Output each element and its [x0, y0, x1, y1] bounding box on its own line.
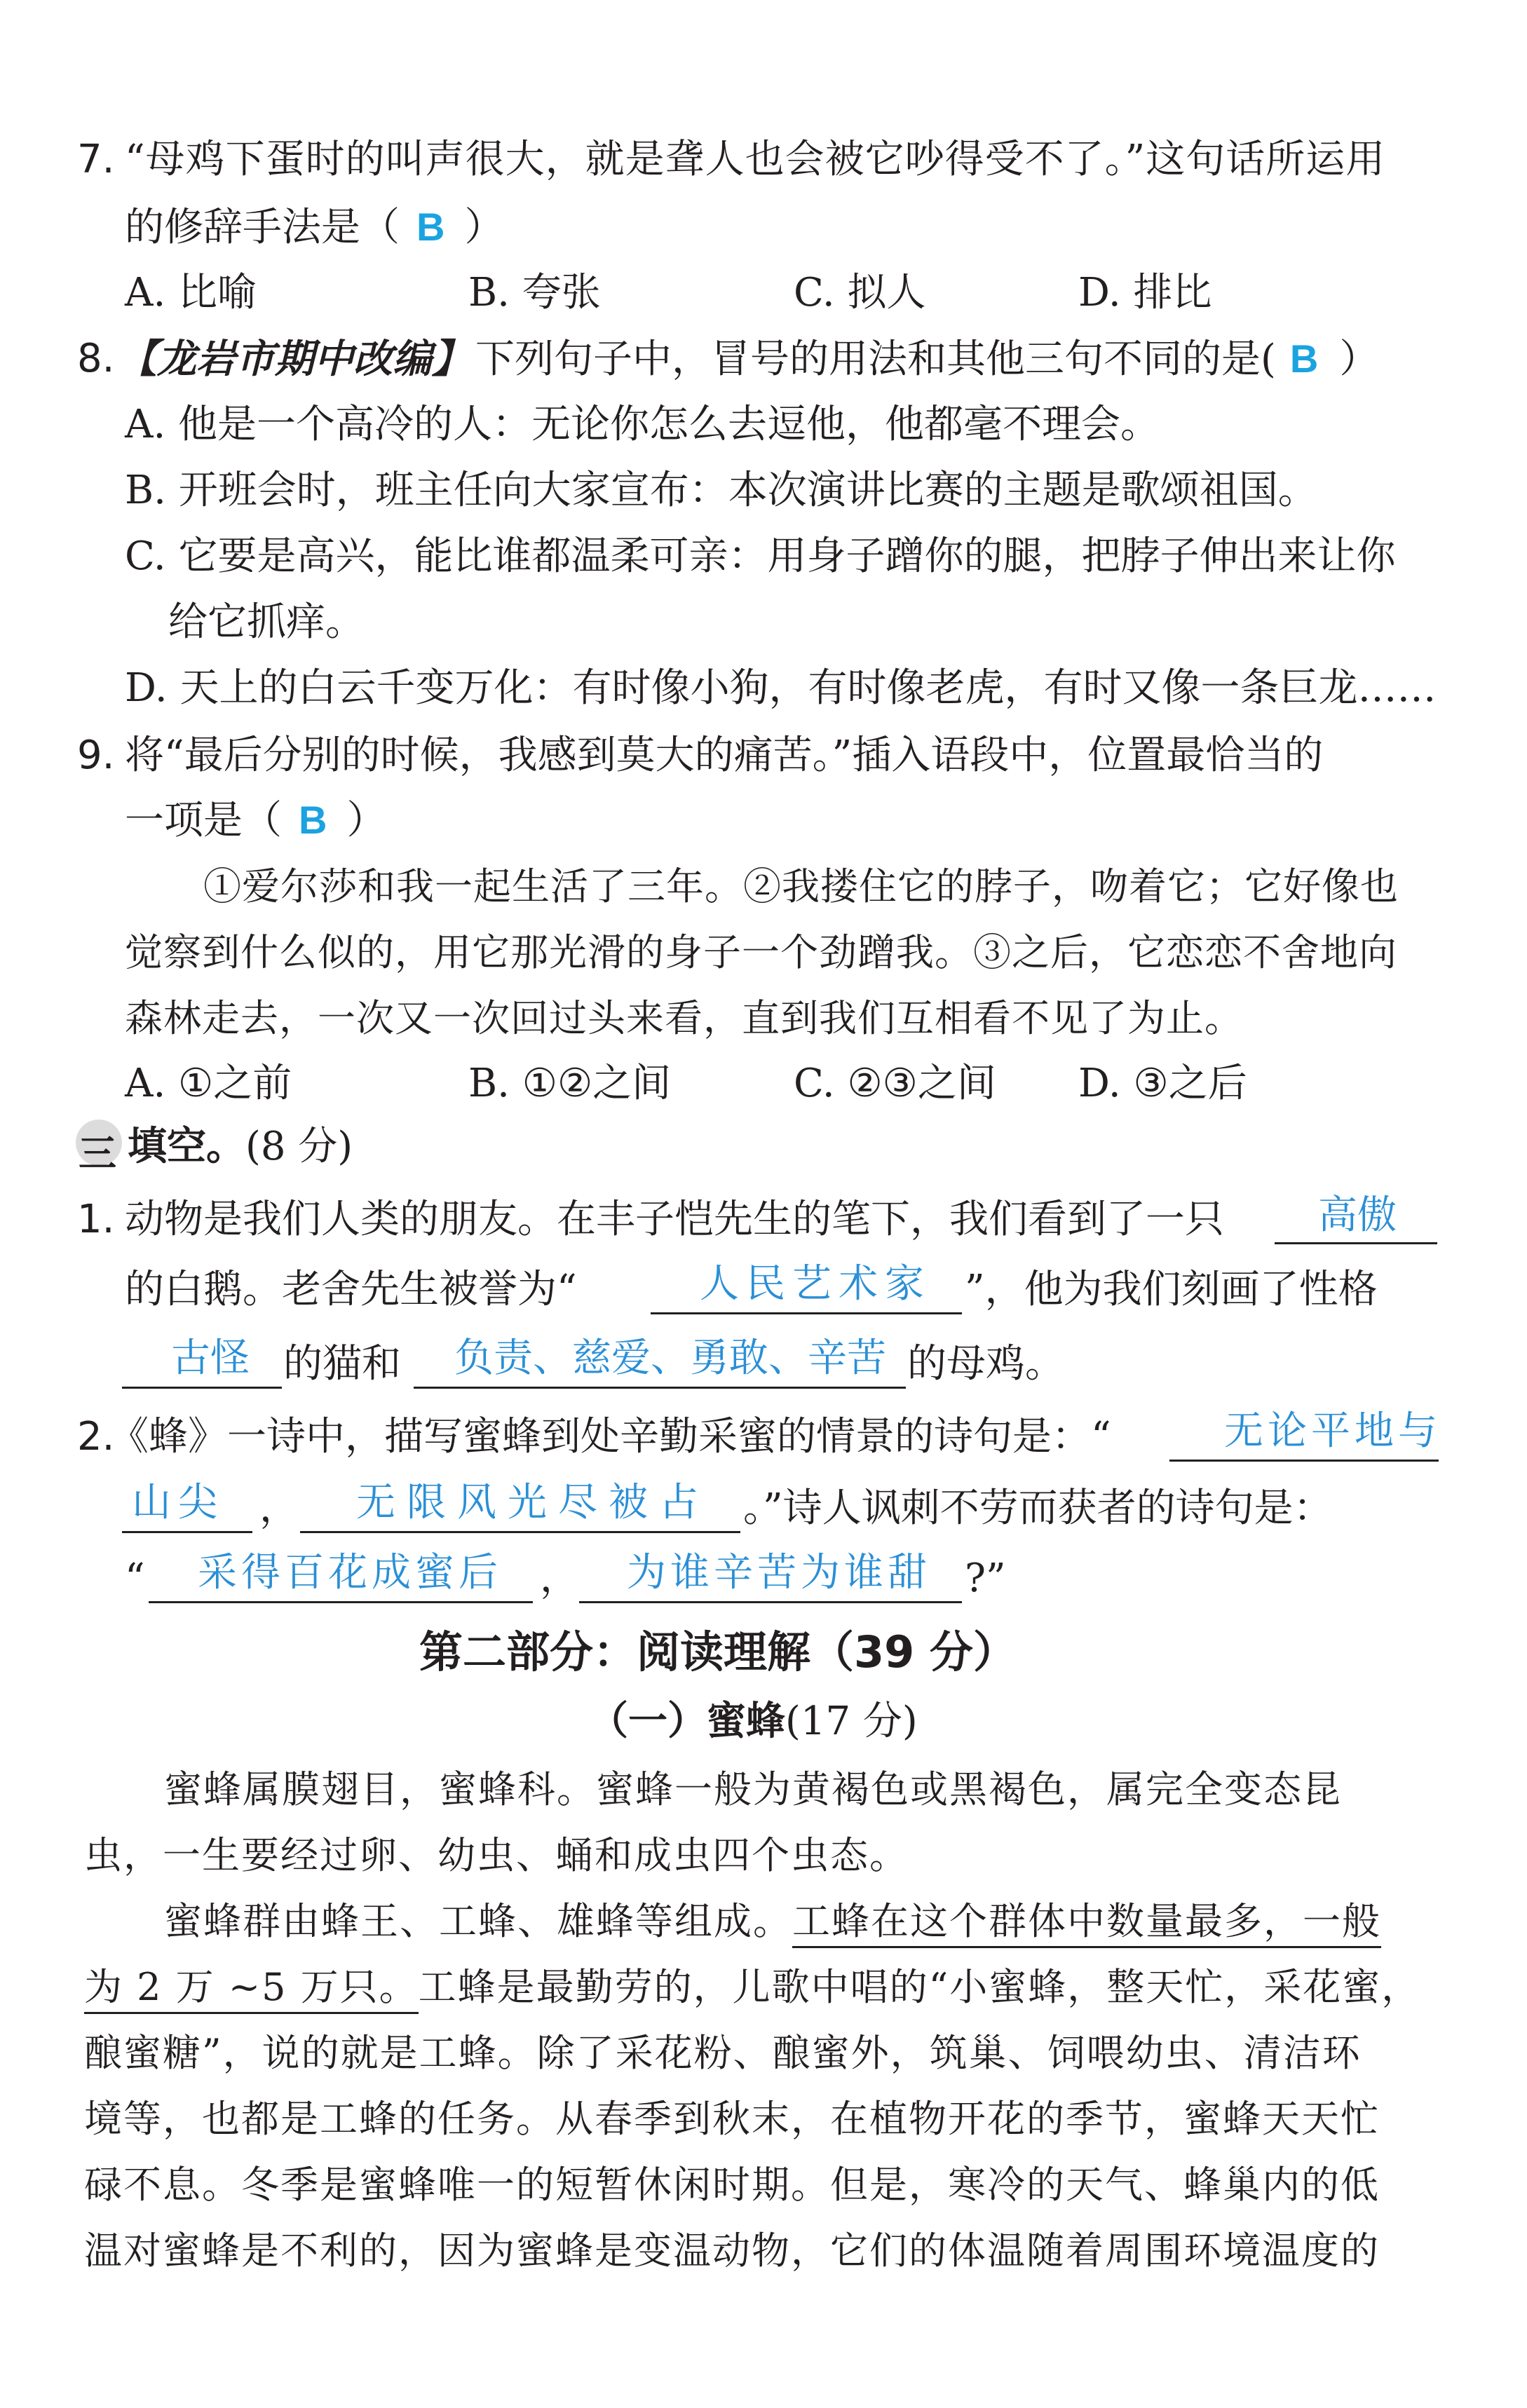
q9-stem-line2: 一项是（ B ）: [125, 798, 386, 843]
fill2-line1: 《蜂》一诗中，描写蜜蜂到处辛勤采蜜的情景的诗句是：“: [109, 1414, 1111, 1460]
reading-p1-line1: 蜜蜂属膜翅目，蜜蜂科。蜜蜂一般为黄褐色或黑褐色，属完全变态昆: [164, 1767, 1342, 1811]
fill1-blank4: [414, 1387, 906, 1389]
q8-number: 8.: [77, 336, 115, 381]
fill1-answer4: 负责、慈爱、勇敢、辛苦: [454, 1335, 886, 1381]
fill1-line3a: 的猫和: [283, 1341, 401, 1387]
fill2-open-quote: “: [125, 1556, 145, 1601]
fill2-blank4: [579, 1601, 962, 1603]
q9-option-b: B. ①②之间: [468, 1061, 672, 1106]
fill2-answer4: 为谁辛苦为谁甜: [627, 1550, 931, 1596]
reading-p2-line6: 温对蜜蜂是不利的，因为蜜蜂是变温动物，它们的体温随着周围环境温度的: [84, 2229, 1380, 2273]
fill2-blank1: [1169, 1460, 1439, 1462]
q7-option-b: B. 夸张: [468, 270, 601, 315]
reading-p2-line5: 碌不息。冬季是蜜蜂唯一的短暂休闲时期。但是，寒冷的天气、蜂巢内的低: [84, 2163, 1380, 2207]
fill1-answer1: 高傲: [1318, 1192, 1397, 1238]
q9-number: 9.: [77, 733, 115, 778]
fill2-comma1: ，: [259, 1485, 299, 1531]
fill2-end: ?”: [965, 1556, 1006, 1601]
fill2-line2b: 。”诗人讽刺不劳而获者的诗句是：: [743, 1485, 1333, 1531]
q9-passage-line1: ①爱尔莎和我一起生活了三年。②我搂住它的脖子，吻着它；它好像也: [203, 864, 1399, 909]
q7-option-a: A. 比喻: [125, 270, 257, 315]
q8-source: 【龙岩市期中改编】: [118, 336, 471, 382]
q8-stem: 下列句子中，冒号的用法和其他三句不同的是( B ）: [475, 336, 1379, 382]
fill2-blank3: [149, 1601, 533, 1603]
q8-answer: B: [1289, 336, 1319, 381]
fill2-blank2: [300, 1531, 740, 1533]
q8-option-c-cont: 给它抓痒。: [168, 599, 365, 645]
fill2-comma2: ，: [540, 1556, 579, 1601]
fill1-blank1: [1275, 1242, 1437, 1244]
q7-option-c: C. 拟人: [794, 270, 926, 315]
fill2-answer2: 无限风光尽被占: [356, 1480, 710, 1525]
q9-option-c: C. ②③之间: [794, 1061, 996, 1106]
q7-stem-line2: 的修辞手法是（ B ）: [125, 205, 504, 250]
fill1-number: 1.: [77, 1197, 115, 1242]
q7-option-d: D. 排比: [1078, 270, 1212, 315]
q9-answer: B: [299, 798, 327, 842]
fill1-line2b: ”，他为我们刻画了性格: [965, 1267, 1378, 1312]
part2-title: 第二部分：阅读理解（39 分）: [419, 1626, 1017, 1678]
underlined-sentence-cont: 为 2 万 ~5 万只。: [84, 1965, 419, 2014]
fill2-answer3: 采得百花成蜜后: [198, 1550, 502, 1596]
fill1-answer2: 人民艺术家: [700, 1261, 931, 1307]
fill2-answer1a: 无论平地与: [1224, 1408, 1441, 1454]
q8-option-b: B. 开班会时，班主任向大家宣布：本次演讲比赛的主题是歌颂祖国。: [125, 468, 1317, 513]
q7-stem: “母鸡下蛋时的叫声很大，就是聋人也会被它吵得受不了。”这句话所运用: [125, 137, 1386, 182]
fill2-number: 2.: [77, 1414, 115, 1460]
reading-p2-line4: 境等，也都是工蜂的任务。从春季到秋末，在植物开花的季节，蜜蜂天天忙: [84, 2097, 1380, 2141]
q9-stem: 将“最后分别的时候，我感到莫大的痛苦。”插入语段中，位置最恰当的: [125, 733, 1324, 778]
q9-passage-line3: 森林走去，一次又一次回过头来看，直到我们互相看不见了为止。: [125, 996, 1243, 1040]
section-three-icon: 三: [76, 1120, 122, 1166]
q9-passage-line2: 觉察到什么似的，用它那光滑的身子一个劲蹭我。③之后，它恋恋不舍地向: [125, 930, 1397, 974]
underlined-sentence: 工蜂在这个群体中数量最多，一般: [792, 1899, 1381, 1948]
fill1-blank2: [651, 1312, 962, 1314]
q8-option-a: A. 他是一个高冷的人：无论你怎么去逗他，他都毫不理会。: [125, 402, 1160, 447]
fill1-line1: 动物是我们人类的朋友。在丰子恺先生的笔下，我们看到了一只: [125, 1197, 1224, 1242]
q8-option-d: D. 天上的白云千变万化：有时像小狗，有时像老虎，有时又像一条巨龙……: [125, 665, 1437, 711]
fill1-line2a: 的白鹅。老舍先生被誉为“: [125, 1267, 577, 1312]
reading-p2-line3: 酿蜜糖”，说的就是工蜂。除了采花粉、酿蜜外，筑巢、饲喂幼虫、清洁环: [84, 2031, 1362, 2075]
reading-p2-line2: 为 2 万 ~5 万只。工蜂是最勤劳的，儿歌中唱的“小蜜蜂，整天忙，采花蜜，: [84, 1968, 1420, 2006]
reading-p2-line1: 蜜蜂群由蜂王、工蜂、雄蜂等组成。工蜂在这个群体中数量最多，一般: [164, 1903, 1381, 1940]
q7-number: 7.: [77, 137, 115, 182]
q8-option-c: C. 它要是高兴，能比谁都温柔可亲：用身子蹭你的腿，把脖子伸出来让你: [125, 533, 1396, 579]
section-three-title: 填空。(8 分): [128, 1124, 353, 1169]
reading-p1-line2: 虫，一生要经过卵、幼虫、蛹和成虫四个虫态。: [84, 1833, 909, 1877]
q9-option-a: A. ①之前: [125, 1061, 292, 1106]
fill2-blank1-cont: [122, 1531, 252, 1533]
fill1-answer3: 古怪: [171, 1335, 250, 1381]
fill2-answer1b: 山尖: [132, 1480, 224, 1525]
part2-subtitle: （一）蜜蜂(17 分): [589, 1699, 918, 1744]
fill1-line3b: 的母鸡。: [907, 1341, 1064, 1387]
fill1-blank3: [122, 1387, 282, 1389]
q7-answer: B: [416, 205, 445, 249]
q9-option-d: D. ③之后: [1078, 1061, 1247, 1106]
